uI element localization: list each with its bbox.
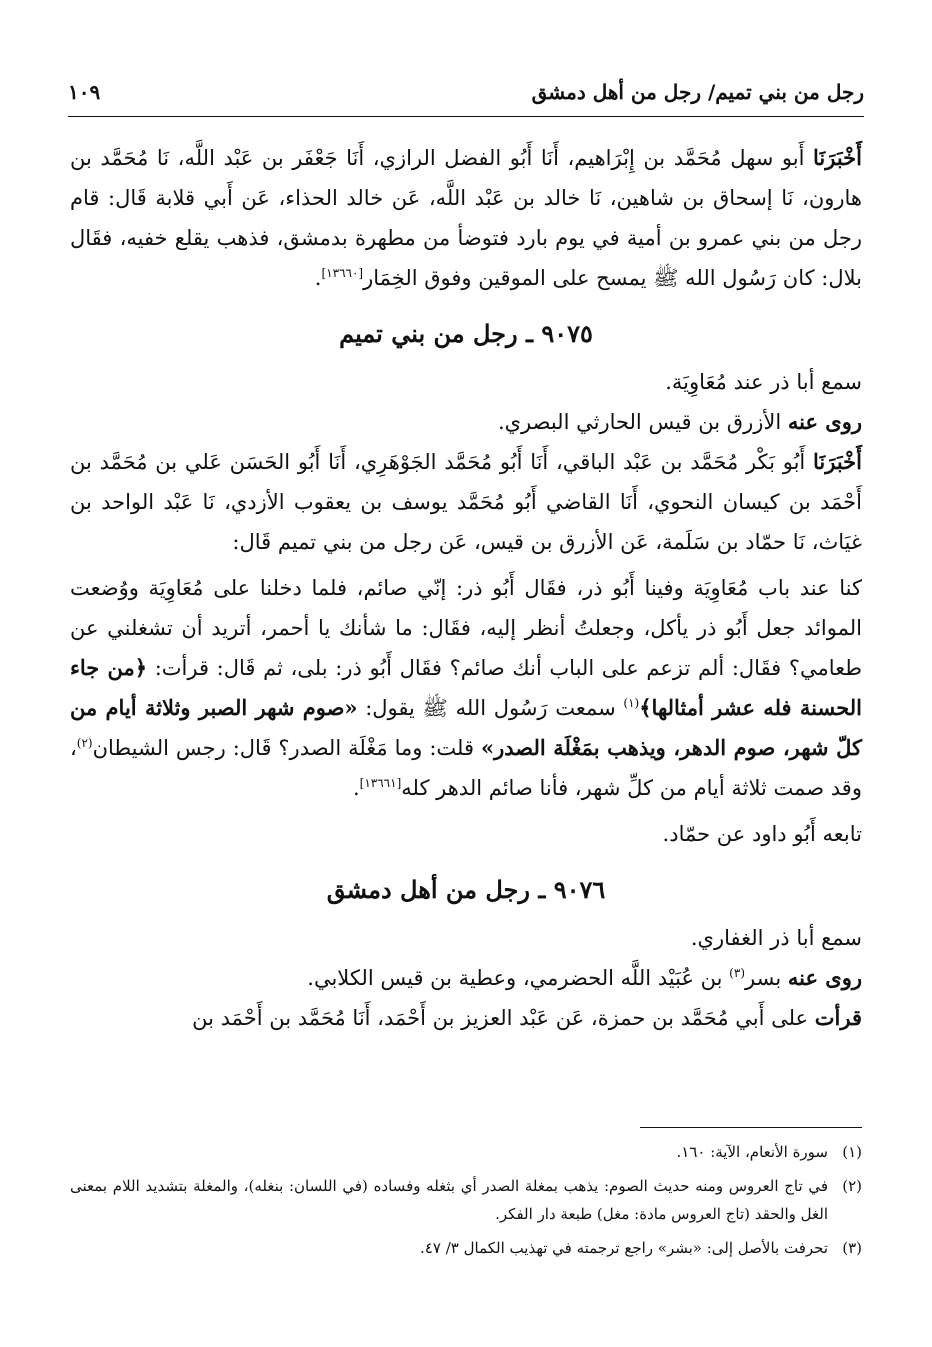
footnote-number: (١) [842, 1143, 862, 1161]
reference-number: [١٣٦٦٠] [321, 266, 364, 280]
matn-part-4: ، وقد صمت ثلاثة أيام من كلِّ شهر، فأنا صائم الدهر كله [70, 736, 862, 800]
footnote-rule [640, 1127, 862, 1128]
reference-number: [١٣٦٦١] [359, 776, 402, 790]
reading-lead: قرأت [814, 1005, 862, 1030]
paragraph-isnad-2 [70, 442, 862, 562]
section-heading-9076: ٩٠٧٦ ـ رجل من أهل دمشق [326, 875, 606, 904]
paragraph-lead: أَخْبَرَنَا [813, 145, 862, 170]
footnote-text: تحرفت بالأصل إلى: «بشر» راجع ترجمته في تهذيب الكمال ٣/ ٤٧. [420, 1239, 828, 1257]
paragraph-text: أَبو سهل مُحَمَّد بن إِبْرَاهيم، أَنَا أَبُو الفضل الرازي، أَنَا جَعْفَر بن عَبْد اللَّه، نَا مُحَمَّد بن هارون، نَا إسحاق بن شاهين، نَا خالد بن عَبْد اللَّه، عَن خالد الحذاء، عَن أَبي قلابة قَال: قام رجل من بني عمرو بن أمية في يوم بارد فتوضأ من مطهرة بدمشق، فذهب يقلع خفيه، فقَال بلال: كان رَسُول الله ﷺ يمسح على الموقين وفوق الخِمَار [70, 146, 862, 290]
quran-quote: ﴿من جاء الحسنة فله عشر أمثالها﴾ [70, 655, 862, 720]
narrated-by-line [70, 958, 862, 998]
narrated-by-text: الأزرق بن قيس الحارثي البصري. [497, 410, 788, 434]
matn-part-1: كنا عند باب مُعَاوِيَة وفينا أَبُو ذر، فقَال أَبُو ذر: إنّي صائم، فلما دخلنا على مُعَاوِيَة ووُضعت الموائد جعل أَبُو ذر يأكل، وجعلتُ أنظر إليه، فقَال: ما شأنك يا أحمر، أتريد أن تشغلني عن طعامي؟ فقَال: ألم تزعم على الباب أنك صائم؟ فقَال أَبُو ذر: بلى، ثم قَال: قرأت: [70, 576, 863, 680]
narrated-by-text: بسر [745, 966, 788, 990]
section-heading-9075: ٩٠٧٥ ـ رجل من بني تميم [339, 319, 593, 348]
footnotes [70, 1138, 862, 1268]
matn-part-2: سمعت رَسُول الله ﷺ يقول: [357, 696, 624, 720]
footnote-number: (٢) [842, 1177, 862, 1195]
footnote-text: سورة الأنعام، الآية: ١٦٠. [676, 1143, 828, 1161]
footnote-marker-3: (٣) [729, 966, 745, 980]
paragraph-tail: . [352, 776, 360, 800]
heard-from-line: سمع أبا ذر الغفاري. [690, 926, 862, 950]
matn-part-3: قلت: وما مَغْلَة الصدر؟ قَال: رجس الشيطان [92, 736, 481, 760]
footnote-item [70, 1234, 862, 1262]
hadith-quote: «صوم شهر الصبر وثلاثة أيام من كلّ شهر، صوم الدهر، ويذهب بمَغْلَة الصدر» [70, 695, 862, 760]
paragraph-tail: . [314, 266, 322, 290]
footnote-marker-1: (١) [623, 696, 640, 710]
footnote-marker-2: (٢) [76, 736, 93, 750]
paragraph-matn [70, 568, 862, 808]
reading-text: على أَبي مُحَمَّد بن حمزة، عَن عَبْد العزيز بن أَحْمَد، أَنَا مُحَمَّد بن أَحْمَد بن [192, 1006, 815, 1030]
paragraph-isnad-1 [70, 138, 862, 298]
heard-from-line: سمع أبا ذر عند مُعَاوِيَة. [665, 370, 862, 394]
paragraph-lead: أَخْبَرَنَا [813, 449, 862, 474]
narrated-by-lead: روى عنه [787, 965, 862, 990]
paragraph-text: أَبُو بَكْر مُحَمَّد بن عَبْد الباقي، أَنَا أَبُو مُحَمَّد الجَوْهَرِي، أَنَا أَبُو الحَسَن عَلي بن مُحَمَّد بن أَحْمَد بن كيسان النحوي، أَنَا القاضي أَبُو مُحَمَّد يوسف بن يعقوب الأزدي، نَا عَبْد الواحد بن غيَاث، نَا حمّاد بن سَلَمة، عَن الأزرق بن قيس، عَن رجل من بني تميم قَال: [70, 450, 862, 554]
footnote-number: (٣) [842, 1239, 862, 1257]
narrated-by-text-cont: بن عُبَيْد اللَّه الحضرمي، وعطية بن قيس الكلابي. [307, 966, 730, 990]
main-text [70, 138, 862, 1038]
footnote-text: في تاج العروس ومنه حديث الصوم: يذهب بمغلة الصدر أي بثغله وفساده (في اللسان: بنغله)، والمغلة بتشديد اللام بمعنى الغل والحقد (تاج العروس مادة: مغل) طبعة دار الفكر. [70, 1177, 828, 1223]
page-number: ١٠٩ [68, 80, 101, 104]
footnote-item [70, 1172, 862, 1228]
header-rule [68, 116, 864, 117]
running-title: رجل من بني تميم/ رجل من أهل دمشق [531, 80, 864, 104]
narrated-by-line [70, 402, 862, 442]
page-header [68, 78, 864, 114]
footnote-item [70, 1138, 862, 1166]
narrated-by-lead: روى عنه [787, 409, 862, 434]
follow-up-line: تابعه أَبُو داود عن حمّاد. [662, 822, 862, 846]
reading-line [70, 998, 862, 1038]
